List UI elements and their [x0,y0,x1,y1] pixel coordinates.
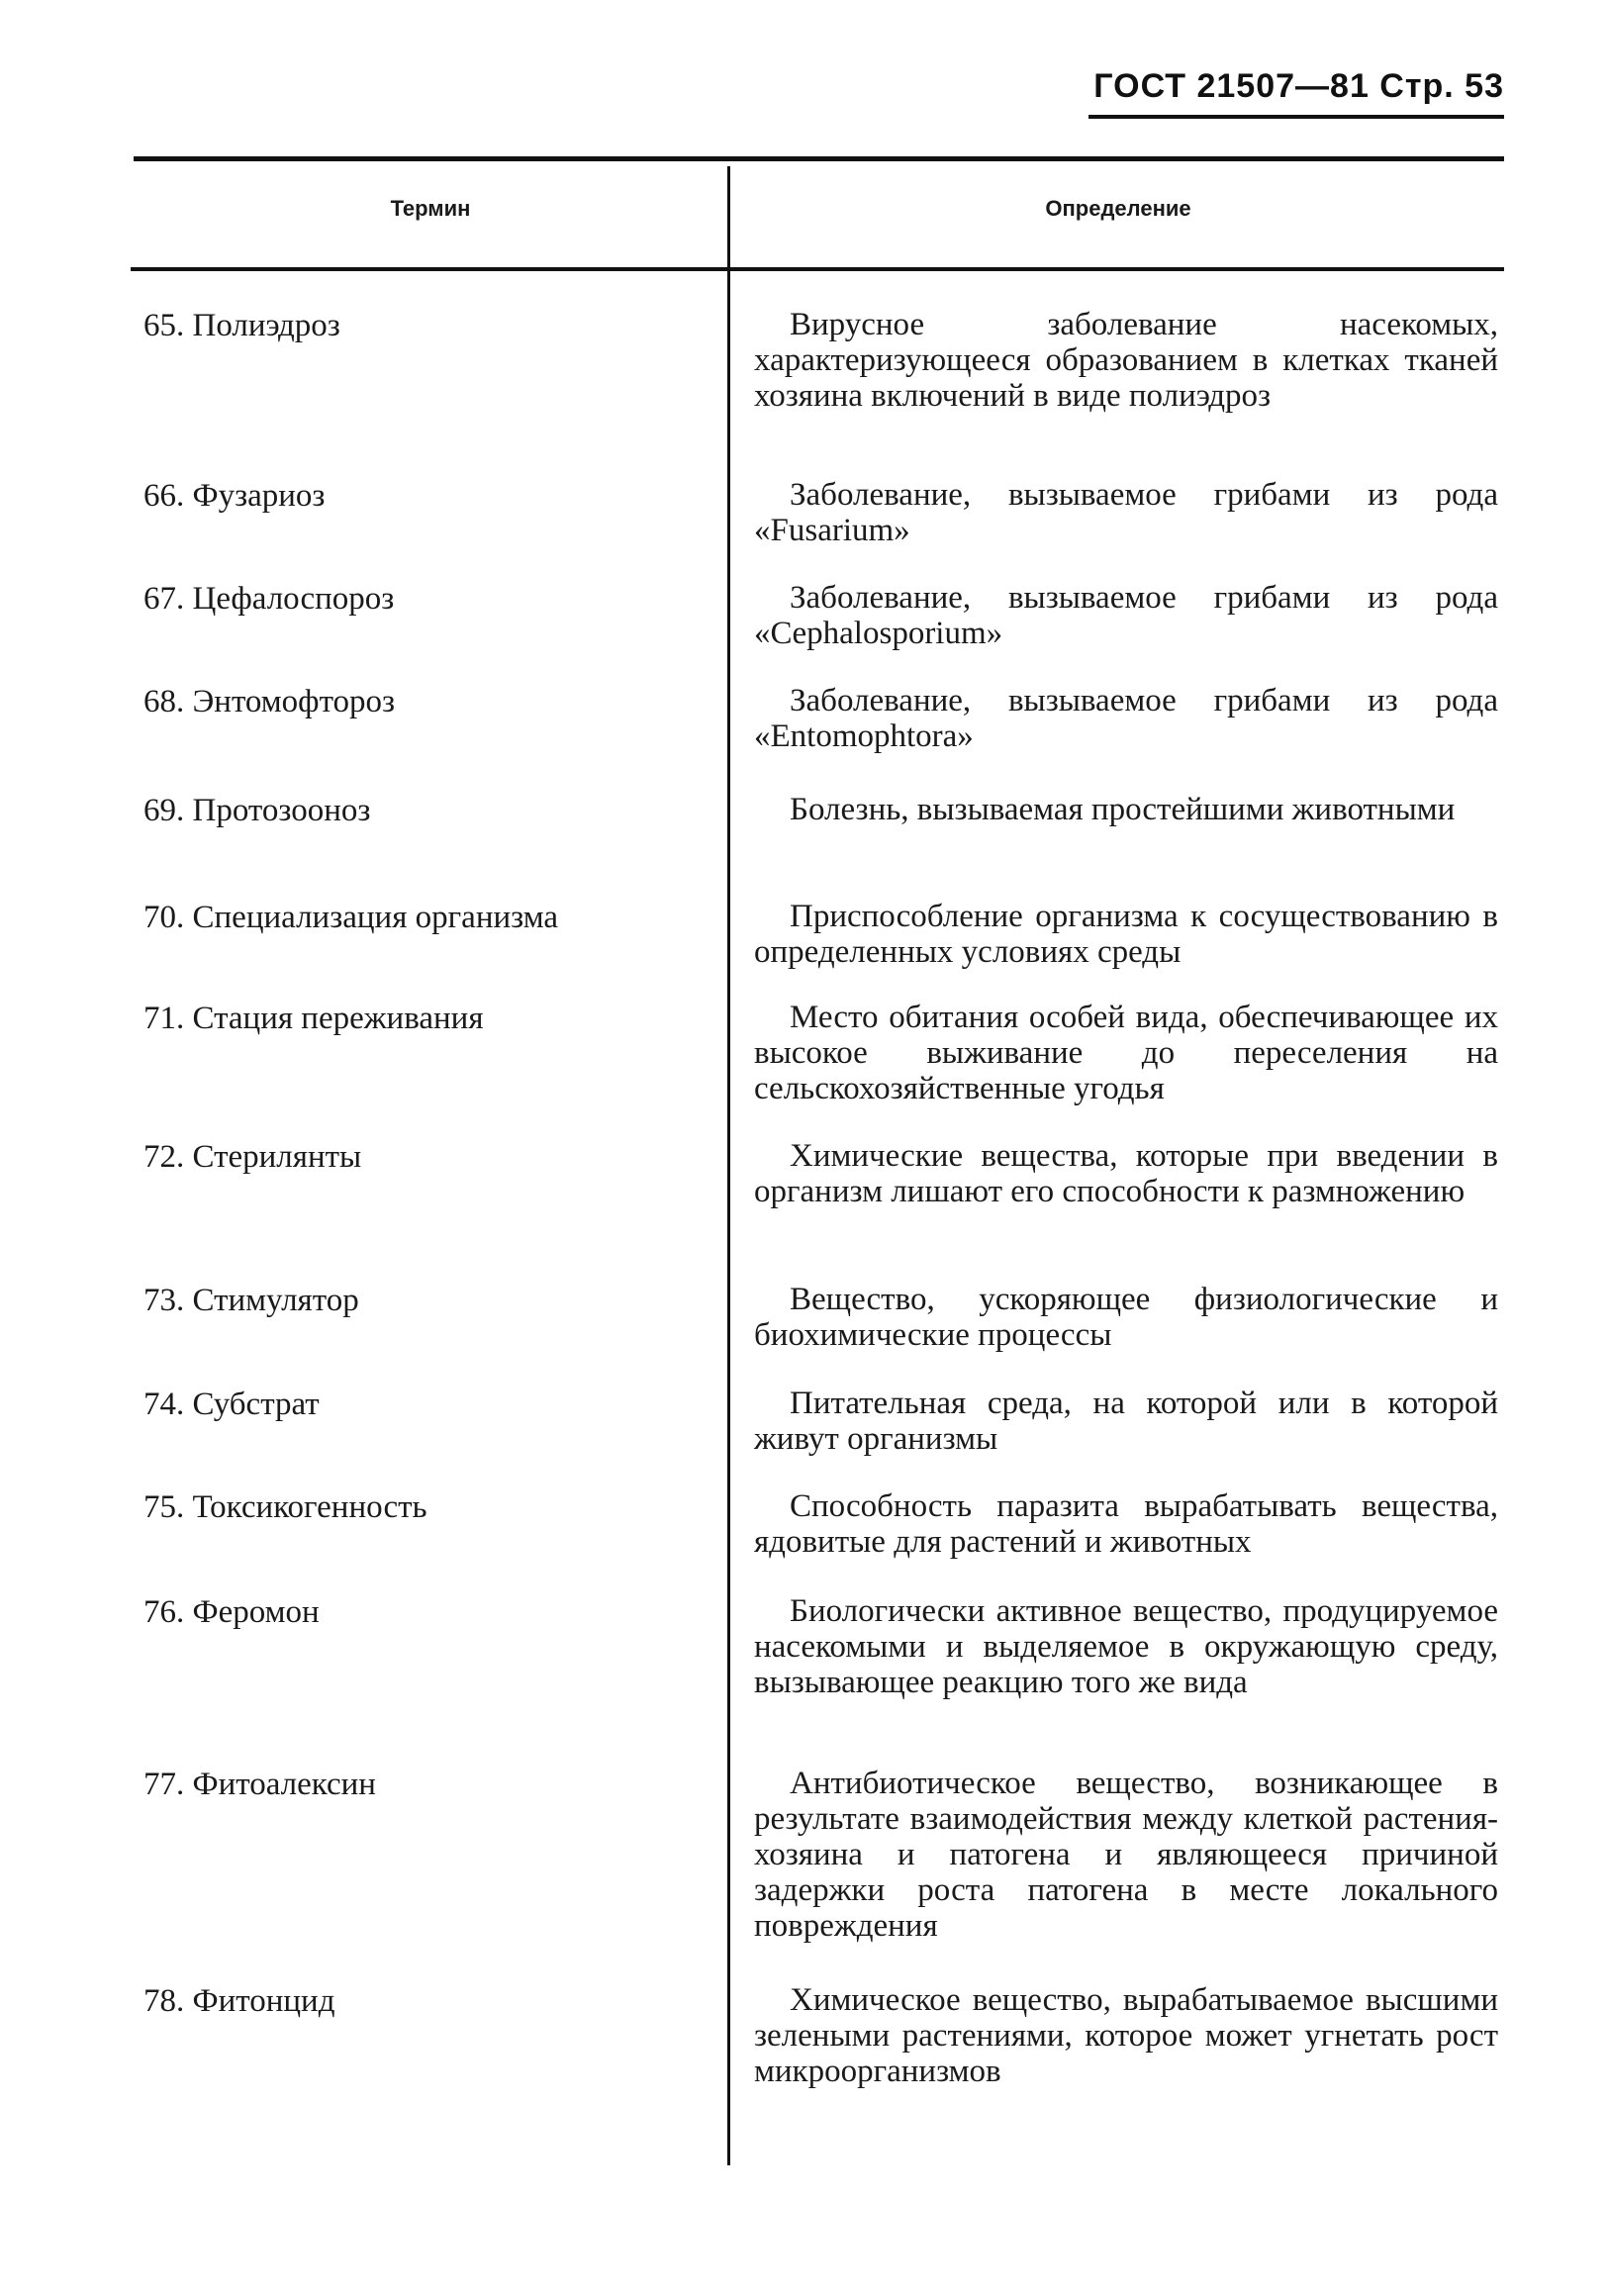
definition-cell: Приспособление организма к сосуществованию в определенных условиях среды [754,899,1498,970]
definition-cell: Заболевание, вызываемое грибами из рода «Fusarium» [754,477,1498,548]
term-cell: 69. Протозооноз [143,793,371,828]
header-underline [1088,115,1504,119]
table-top-rule [134,156,1504,161]
definition-cell: Химические вещества, которые при введении в организм лишают его способности к размножению [754,1138,1498,1209]
definition-cell: Заболевание, вызываемое грибами из рода «Entomophtora» [754,683,1498,754]
definition-cell: Способность паразита вырабатывать вещества, ядовитые для растений и животных [754,1488,1498,1560]
term-cell: 77. Фитоалексин [143,1767,376,1802]
term-cell: 78. Фитонцид [143,1983,335,2019]
column-header-term: Термин [390,196,471,221]
definition-cell: Болезнь, вызываемая простейшими животными [790,792,1456,827]
table-header-rule [131,267,1504,271]
column-header-definition: Определение [1045,196,1191,221]
term-cell: 72. Стерилянты [143,1139,362,1175]
term-cell: 65. Полиэдроз [143,308,340,343]
term-cell: 76. Феромон [143,1594,320,1630]
definition-cell: Заболевание, вызываемое грибами из рода «Cephalosporium» [754,580,1498,651]
definition-cell: Биологически активное вещество, продуцируемое насекомыми и выделяемое в окружающую среду, вызывающее реакцию того же вида [754,1593,1498,1700]
definition-cell: Антибиотическое вещество, возникающее в результате взаимодействия между клеткой растения-хозяина и патогена и являющееся причиной задержки роста патогена в месте локального повреждения [754,1766,1498,1944]
term-cell: 75. Токсикогенность [143,1489,427,1525]
term-cell: 74. Субстрат [143,1387,320,1422]
definition-cell: Вирусное заболевание насекомых, характеризующееся образованием в клетках тканей хозяина включений в виде полиэдроз [754,307,1498,414]
column-divider [727,166,730,2165]
term-cell: 66. Фузариоз [143,478,326,514]
definition-cell: Питательная среда, на которой или в которой живут организмы [754,1386,1498,1457]
term-cell: 68. Энтомофтороз [143,684,396,719]
term-cell: 67. Цефалоспороз [143,581,395,617]
page-header: ГОСТ 21507—81 Стр. 53 [1093,67,1504,105]
term-cell: 73. Стимулятор [143,1283,359,1318]
term-cell: 70. Специализация организма [143,900,559,935]
definition-cell: Место обитания особей вида, обеспечивающее их высокое выживание до переселения на сельскохозяйственные угодья [754,1000,1498,1106]
term-cell: 71. Стация переживания [143,1001,484,1036]
definition-cell: Химическое вещество, вырабатываемое высшими зелеными растениями, которое может угнетать рост микроорганизмов [754,1982,1498,2089]
definition-cell: Вещество, ускоряющее физиологические и биохимические процессы [754,1282,1498,1353]
